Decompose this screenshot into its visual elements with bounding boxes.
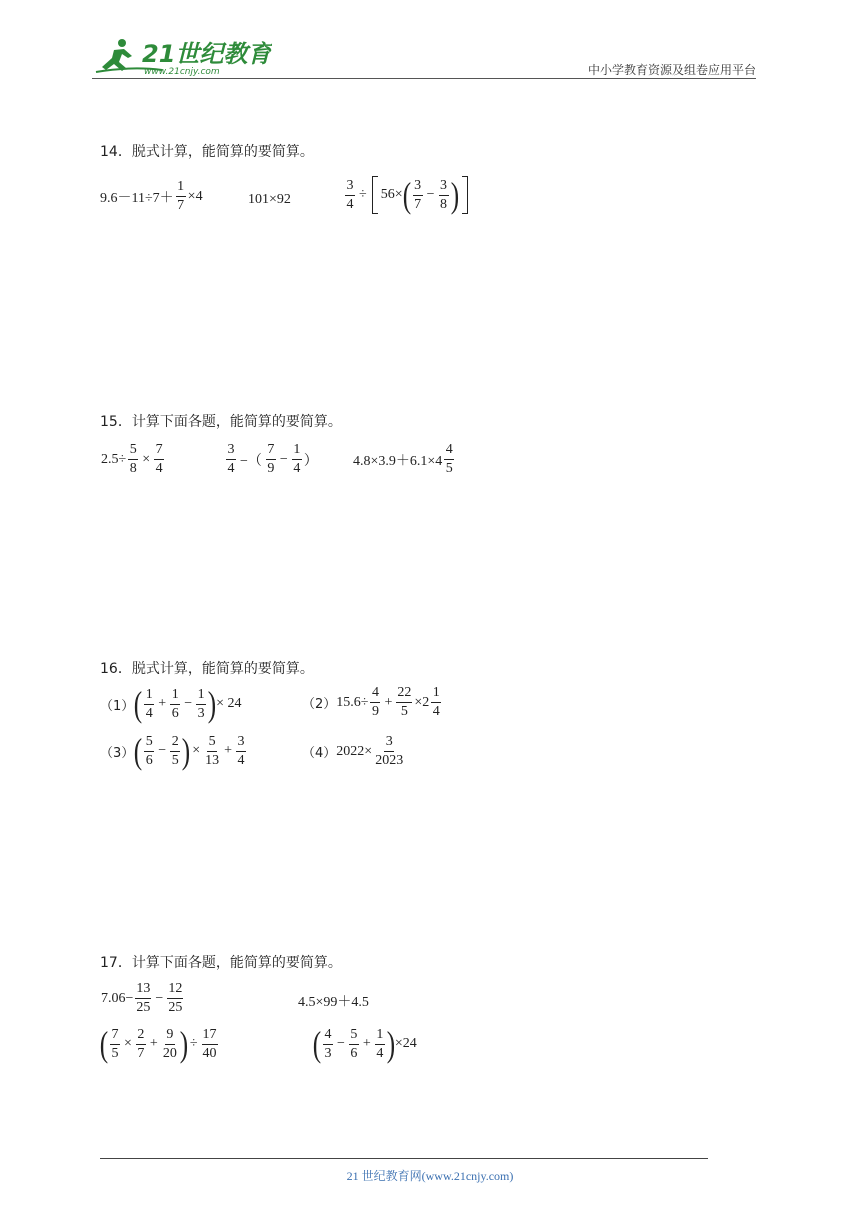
- q17-expr-1: [101, 982, 185, 1015]
- expr-text: 4.5×99＋4.5: [298, 995, 369, 1010]
- expr-text: 101×92: [248, 192, 291, 207]
- operator: ÷: [189, 1036, 198, 1051]
- expr-text: ）: [303, 453, 318, 469]
- expr-text: 2.5÷: [101, 451, 127, 467]
- operator: −: [426, 187, 435, 202]
- fraction: $\frac{1}{4}$: [432, 685, 440, 719]
- fraction: $\frac{3}{4}$: [346, 177, 354, 212]
- expr-text: × 24: [216, 696, 242, 711]
- fraction: $\frac{7}{9}$: [267, 442, 275, 476]
- fraction: $\frac{1}{4}$: [376, 1026, 384, 1061]
- fraction: $\frac{4}{9}$: [371, 685, 379, 719]
- fraction: $\frac{1}{6}$: [171, 686, 179, 721]
- q17-expr-4: [313, 1026, 417, 1062]
- item-label: （2）: [302, 697, 337, 712]
- fraction: $\frac{3}{8}$: [440, 177, 447, 212]
- operator: −: [184, 696, 193, 711]
- q14-expr-3: [343, 176, 471, 214]
- q16-expr-2: [302, 686, 443, 719]
- expr-text: ×2: [414, 694, 430, 710]
- expr-text: 4.8×3.9＋6.1×4: [353, 453, 443, 469]
- expr-text: 9.6－11÷7＋: [100, 190, 174, 206]
- header-platform-name: 中小学教育资源及组卷应用平台: [587, 63, 756, 77]
- logo-url: www.21cnjy.com: [144, 67, 220, 77]
- fraction: $\frac{13}{25}$: [136, 981, 151, 1015]
- fraction: $\frac{4}{5}$: [445, 442, 453, 476]
- fraction: $\frac{5}{6}$: [145, 733, 153, 768]
- fraction: $\frac{1}{7}$: [177, 179, 185, 213]
- operator: +: [149, 1036, 158, 1051]
- right-paren: ): [179, 1024, 189, 1064]
- operator: −（: [240, 453, 262, 469]
- right-paren: ): [181, 731, 191, 771]
- expr-text: 2022×: [336, 743, 373, 759]
- header-rule: [92, 78, 756, 79]
- fraction: $\frac{7}{4}$: [155, 442, 163, 476]
- right-paren: ): [207, 684, 217, 724]
- operator: −: [337, 1036, 345, 1051]
- fraction: $\frac{3}{7}$: [414, 177, 422, 212]
- left-paren: (: [134, 731, 143, 771]
- q17-title: 17．计算下面各题，能简算的要简算。: [100, 955, 342, 971]
- q17-expr-2: [298, 991, 369, 1011]
- q17-expr-3: [100, 1026, 220, 1062]
- q14-expr-1: [100, 180, 203, 213]
- expr-text: ×4: [187, 188, 203, 204]
- footer-site[interactable]: 21 世纪教育网(www.21cnjy.com): [346, 1169, 514, 1183]
- fraction: $\frac{5}{6}$: [350, 1026, 358, 1061]
- q16-expr-1: [100, 686, 242, 722]
- operator: −: [158, 743, 167, 758]
- operator: +: [158, 696, 167, 711]
- operator: −: [155, 990, 164, 1006]
- operator: ×: [142, 451, 151, 467]
- fraction: $\frac{2}{5}$: [171, 733, 179, 768]
- expr-text: ×24: [394, 1036, 417, 1051]
- q15-title: 15．计算下面各题，能简算的要简算。: [100, 414, 342, 430]
- fraction: $\frac{17}{40}$: [202, 1026, 217, 1061]
- fraction: $\frac{5}{13}$: [205, 733, 220, 768]
- fraction: $\frac{1}{4}$: [145, 686, 153, 721]
- fraction: $\frac{22}{5}$: [397, 685, 412, 719]
- q15-expr-3: [353, 443, 456, 476]
- q15-expr-1: [101, 443, 166, 476]
- q14-expr-2: [248, 192, 291, 208]
- operator: +: [384, 694, 393, 710]
- logo-text: 21世纪教育: [142, 40, 272, 68]
- right-paren: ): [386, 1024, 396, 1064]
- expr-text: 7.06−: [101, 990, 134, 1006]
- fraction: $\frac{1}{4}$: [293, 442, 301, 476]
- q16-expr-4: [302, 735, 406, 768]
- item-label: （1）: [100, 698, 135, 714]
- fraction: $\frac{3}{4}$: [227, 442, 235, 476]
- fraction: $\frac{3}{2023}$: [375, 734, 404, 768]
- expr-text: 15.6÷: [336, 694, 369, 710]
- q16-title: 16．脱式计算，能简算的要简算。: [100, 661, 314, 677]
- left-paren: (: [134, 684, 143, 724]
- fraction: $\frac{1}{3}$: [197, 686, 205, 721]
- footer-rule: [100, 1158, 708, 1159]
- operator: ×: [124, 1036, 132, 1051]
- left-paren: (: [99, 1024, 109, 1064]
- q15-expr-2: [224, 443, 318, 476]
- q16-expr-3: [100, 733, 248, 769]
- fraction: $\frac{9}{20}$: [162, 1026, 177, 1061]
- operator: ÷: [359, 187, 367, 202]
- fraction: $\frac{7}{5}$: [111, 1026, 119, 1061]
- right-paren: ): [450, 175, 459, 215]
- left-paren: (: [312, 1024, 322, 1064]
- item-label: （3）: [100, 745, 135, 761]
- fraction: $\frac{12}{25}$: [168, 981, 183, 1015]
- fraction: $\frac{3}{4}$: [237, 733, 245, 768]
- q14-title: 14．脱式计算，能简算的要简算。: [100, 144, 314, 160]
- right-bracket: [462, 176, 468, 214]
- expr-text: 56×: [380, 187, 403, 202]
- item-label: （4）: [302, 746, 337, 761]
- operator: ×: [192, 743, 201, 758]
- fraction: $\frac{2}{7}$: [137, 1026, 145, 1061]
- fraction: $\frac{5}{8}$: [129, 442, 137, 476]
- 21cnjy-logo: [92, 36, 272, 78]
- operator: +: [224, 743, 232, 758]
- left-bracket: [372, 176, 378, 214]
- operator: +: [362, 1036, 371, 1051]
- operator: −: [279, 451, 288, 467]
- fraction: $\frac{4}{3}$: [324, 1026, 332, 1061]
- left-paren: (: [402, 175, 411, 215]
